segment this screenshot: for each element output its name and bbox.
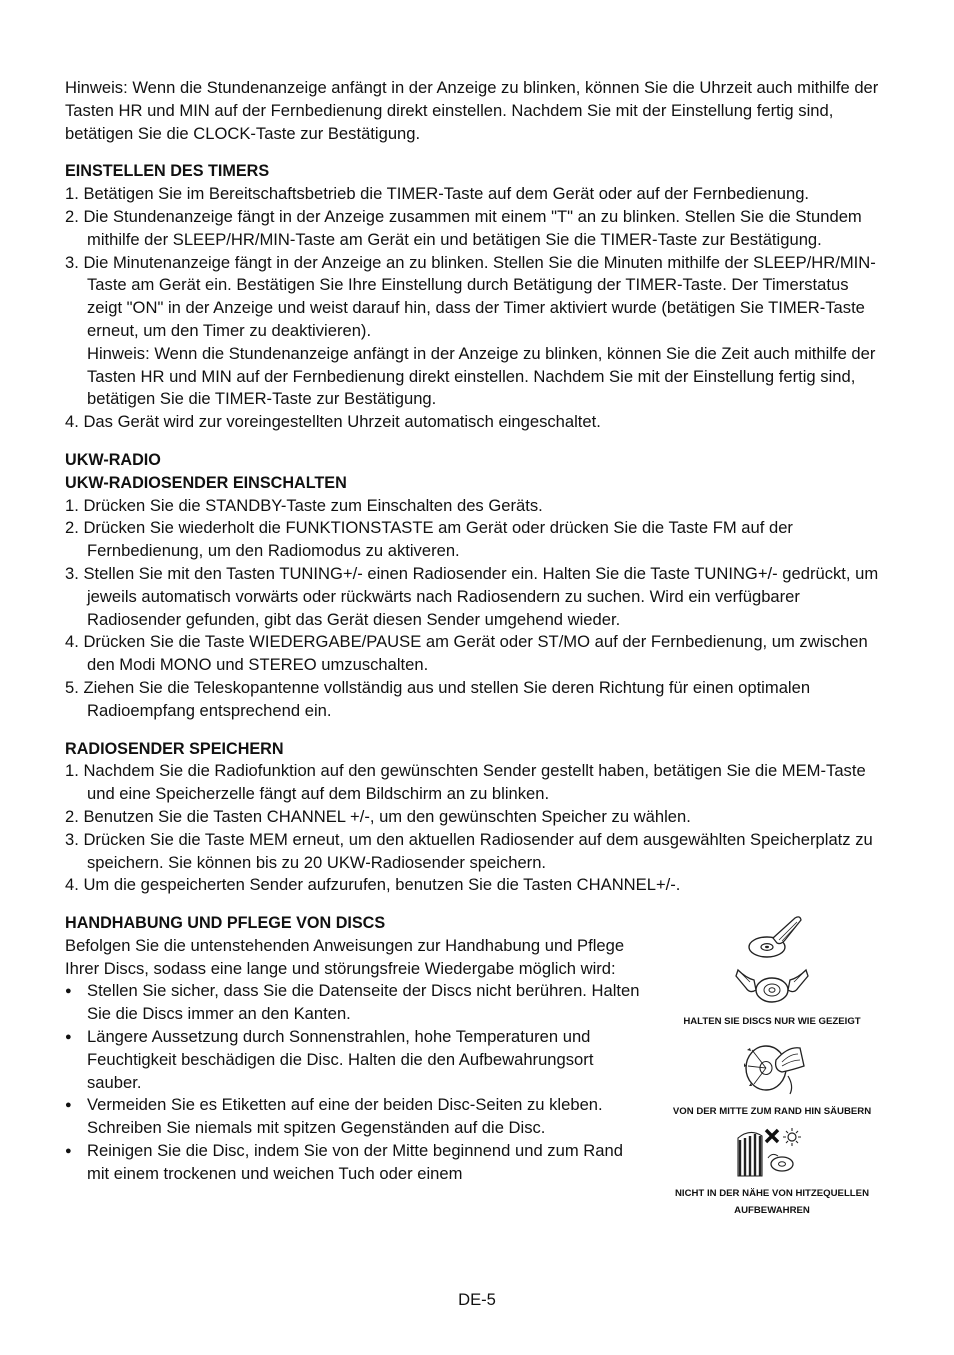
list-item: ● Stellen Sie sicher, dass Sie die Datenseite der Discs nicht berühren. Halten Sie die Discs immer an den Kanten.	[65, 980, 645, 1026]
step-text: 3. Die Minutenanzeige fängt in der Anzeige an zu blinken. Stellen Sie die Minuten mithilfe der SLEEP/HR/MIN-Taste am Gerät ein. Bestätigen Sie Ihre Einstellung durch Betätigung der TIMER-Taste. Der Timerstatus zeigt "ON" in der Anzeige und weist darauf hin, dass der Timer aktiviert wurde (betätigen Sie TIMER-Taste erneut, um den Timer zu deaktivieren).	[65, 252, 876, 340]
heat-warning-icon	[732, 1126, 812, 1180]
intro-note: Hinweis: Wenn die Stundenanzeige anfängt in der Anzeige zu blinken, können Sie die Uhrzeit auch mithilfe der Tasten HR und MIN auf der Fernbedienung direkt einstellen. Nachdem Sie mit der Einstellung fertig sind, betätigen Sie die CLOCK-Taste zur Bestätigung.	[65, 78, 879, 143]
list-item	[65, 252, 887, 412]
timer-section	[65, 160, 887, 434]
list-item: ● Vermeiden Sie es Etiketten auf eine der beiden Disc-Seiten zu kleben. Schreiben Sie niemals mit spitzen Gegenständen auf die Disc.	[65, 1094, 645, 1140]
page-number: DE-5	[458, 1290, 496, 1309]
list-item: 4. Das Gerät wird zur voreingestellten Uhrzeit automatisch eingeschaltet.	[65, 412, 601, 432]
list-item: 2. Die Stundenanzeige fängt in der Anzeige zusammen mit einem "T" an zu blinken. Stellen Sie die Stundem mithilfe der SLEEP/HR/MIN-Taste am Gerät ein und betätigen Sie die TIMER-Taste zur Bestätigung.	[65, 206, 862, 249]
list-item: 1. Betätigen Sie im Bereitschaftsbetrieb die TIMER-Taste auf dem Gerät oder auf der Fernbedienung.	[65, 184, 810, 204]
list-item: ● Längere Aussetzung durch Sonnenstrahlen, hohe Temperaturen und Feuchtigkeit beschädigen die Disc. Halten die den Aufbewahrungsort sauber.	[65, 1026, 645, 1094]
disc-care-heading: HANDHABUNG UND PFLEGE VON DISCS	[65, 914, 386, 933]
disc-care-text	[65, 912, 645, 1186]
caption-hold-discs: HALTEN SIE DISCS NUR WIE GEZEIGT	[683, 1016, 861, 1028]
heat-warning-figure	[657, 1126, 887, 1180]
caption-clean-discs: VON DER MITTE ZUM RAND HIN SÄUBERN	[672, 1106, 872, 1118]
list-item: 1. Nachdem Sie die Radiofunktion auf den gewünschten Sender gestellt haben, betätigen Sie die MEM-Taste und eine Speicherzelle fängt auf dem Bildschirm an zu blinken.	[65, 761, 866, 804]
list-item: 1. Drücken Sie die STANDBY-Taste zum Einschalten des Geräts.	[65, 495, 543, 515]
disc-finger-icon	[737, 914, 807, 966]
disc-care-intro: Befolgen Sie die untenstehenden Anweisungen zur Handhabung und Pflege Ihrer Discs, sodass eine lange und störungsfreie Wiedergabe möglich wird:	[65, 935, 625, 978]
memory-heading: RADIOSENDER SPEICHERN	[65, 739, 284, 758]
list-item: 2. Drücken Sie wiederholt die FUNKTIONSTASTE am Gerät oder drücken Sie die Taste FM auf der Fernbedienung, um den Radiomodus zu aktiveren.	[65, 518, 793, 561]
radio-section	[65, 449, 887, 723]
timer-steps	[65, 183, 887, 434]
list-item: 2. Benutzen Sie die Tasten CHANNEL +/-, um den gewünschten Speicher zu wählen.	[65, 806, 691, 826]
radio-subheading: UKW-RADIOSENDER EINSCHALTEN	[65, 473, 347, 492]
step-note: Hinweis: Wenn die Stundenanzeige anfängt in der Anzeige zu blinken, können Sie die Zeit auch mithilfe der Tasten HR und MIN auf der Fernbedienung direkt einstellen. Nachdem Sie mit der Einstellung fertig sind, betätigen Sie die TIMER-Taste zur Bestätigung.	[87, 343, 876, 409]
list-item: 4. Drücken Sie die Taste WIEDERGABE/PAUSE am Gerät oder ST/MO auf der Fernbedienung, um zwischen den Modi MONO und STEREO umzuschalten.	[65, 632, 868, 675]
list-item: 3. Drücken Sie die Taste MEM erneut, um den aktuellen Radiosender auf dem ausgewählten Speicherplatz zu speichern. Sie können bis zu 20 UKW-Radiosender speichern.	[65, 829, 873, 872]
list-item: ● Reinigen Sie die Disc, indem Sie von der Mitte beginnend und zum Rand mit einem trockenen und weichen Tuch oder einem	[65, 1140, 645, 1186]
caption-heat-sources: NICHT IN DER NÄHE VON HITZEQUELLEN AUFBEWAHREN	[674, 1188, 869, 1217]
hold-disc-finger-figure	[657, 914, 887, 966]
disc-care-bullets	[65, 980, 645, 1185]
memory-section	[65, 738, 887, 898]
list-item: 3. Stellen Sie mit den Tasten TUNING+/- einen Radiosender ein. Halten Sie die Taste TUNING+/- gedrückt, um jeweils automatisch vorwärts oder rückwärts nach Radiosendern zu suchen. Wird ein verfügbarer Radiosender gefunden, gibt das Gerät diesen Sender umgehend wieder.	[65, 563, 879, 629]
page-content	[65, 77, 887, 1217]
disc-care-section	[65, 912, 887, 1217]
hold-disc-hands-figure	[657, 966, 887, 1010]
timer-heading: EINSTELLEN DES TIMERS	[65, 162, 270, 181]
list-item: 4. Um die gespeicherten Sender aufzurufen, benutzen Sie die Tasten CHANNEL+/-.	[65, 875, 681, 895]
clean-disc-figure	[657, 1036, 887, 1098]
radio-steps	[65, 495, 887, 723]
memory-steps	[65, 760, 887, 897]
list-item: 5. Ziehen Sie die Teleskopantenne vollständig aus und stellen Sie deren Richtung für einen optimalen Radioempfang entsprechend ein.	[65, 677, 811, 720]
disc-hands-icon	[732, 966, 812, 1010]
disc-cleaning-icon	[732, 1036, 812, 1098]
radio-heading: UKW-RADIO	[65, 450, 161, 469]
